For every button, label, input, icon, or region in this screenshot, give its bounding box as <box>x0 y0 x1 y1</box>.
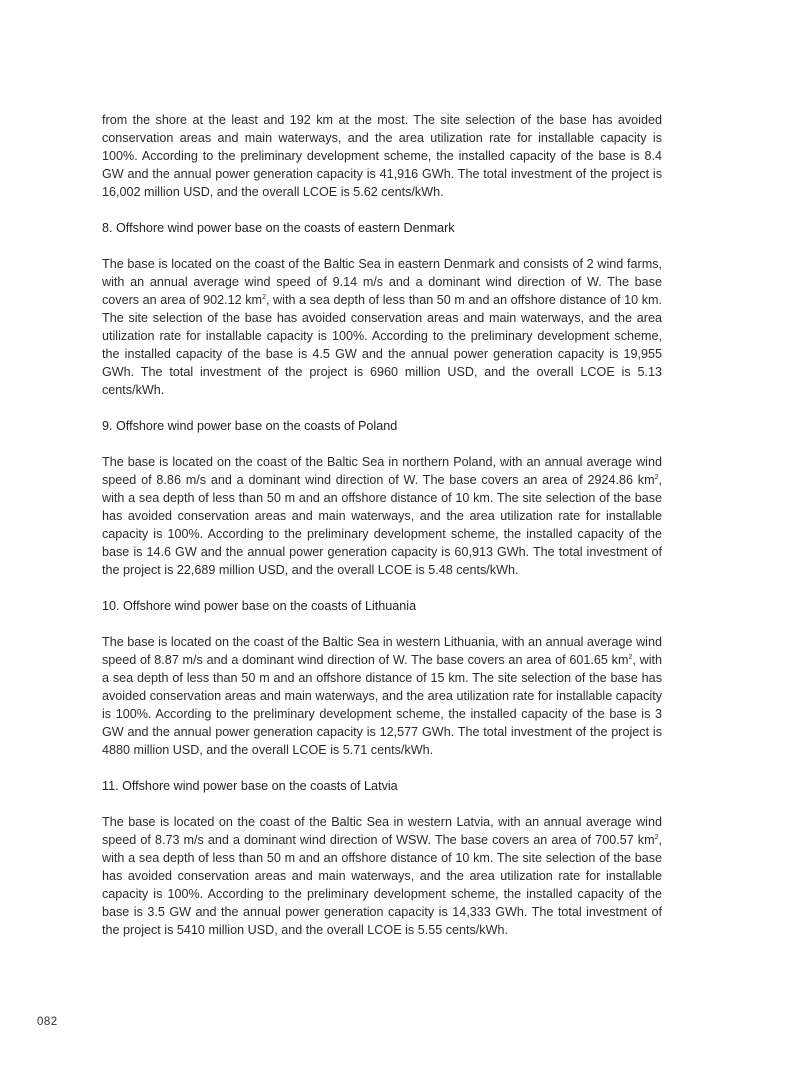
section-paragraph <box>102 453 662 579</box>
section-heading: 10. Offshore wind power base on the coasts of Lithuania <box>102 599 417 613</box>
paragraph-text: , with a sea depth of less than 50 m and an offshore distance of 10 km. The site selection of the base has avoided conservation areas and main waterways, and the area utilization rate for installable capacity is 100%. According to the preliminary development scheme, the installed capacity of the base is 3.5 GW and the annual power generation capacity is 14,333 GWh. The total investment of the project is 5410 million USD, and the overall LCOE is 5.55 cents/kWh. <box>102 833 662 937</box>
section-paragraph <box>102 633 662 759</box>
section-denmark <box>102 219 662 399</box>
paragraph-text: , with a sea depth of less than 50 m and an offshore distance of 15 km. The site selection of the base has avoided conservation areas and main waterways, and the area utilization rate for installable capacity is 100%. According to the preliminary development scheme, the installed capacity of the base is 3 GW and the annual power generation capacity is 12,577 GWh. The total investment of the project is 4880 million USD, and the overall LCOE is 5.71 cents/kWh. <box>102 653 662 757</box>
paragraph-text: The base is located on the coast of the Baltic Sea in western Lithuania, with an annual average wind speed of 8.87 m/s and a dominant wind direction of W. The base covers an area of 601.65 km <box>102 635 662 667</box>
section-lithuania <box>102 597 662 759</box>
section-paragraph <box>102 813 662 939</box>
page-content <box>102 111 662 957</box>
paragraph-text: The base is located on the coast of the Baltic Sea in western Latvia, with an annual average wind speed of 8.73 m/s and a dominant wind direction of WSW. The base covers an area of 700.57 km <box>102 815 662 847</box>
superscript: 2 <box>654 834 659 841</box>
paragraph-text: The base is located on the coast of the Baltic Sea in eastern Denmark and consists of 2 wind farms, with an annual average wind speed of 9.14 m/s and a dominant wind direction of W. The base covers an area of 902.12 km <box>102 257 662 307</box>
paragraph-text: The base is located on the coast of the Baltic Sea in northern Poland, with an annual average wind speed of 8.86 m/s and a dominant wind direction of W. The base covers an area of 2924.86 km <box>102 455 662 487</box>
paragraph-text: , with a sea depth of less than 50 m and an offshore distance of 10 km. The site selection of the base has avoided conservation areas and main waterways, and the area utilization rate for installable capacity is 100%. According to the preliminary development scheme, the installed capacity of the base is 4.5 GW and the annual power generation capacity is 19,955 GWh. The total investment of the project is 6960 million USD, and the overall LCOE is 5.13 cents/kWh. <box>102 293 662 397</box>
superscript: 2 <box>628 654 633 661</box>
section-heading: 9. Offshore wind power base on the coasts of Poland <box>102 419 398 433</box>
section-paragraph <box>102 255 662 399</box>
section-heading: 11. Offshore wind power base on the coasts of Latvia <box>102 779 398 793</box>
superscript: 2 <box>262 294 266 301</box>
paragraph-text: , with a sea depth of less than 50 m and an offshore distance of 10 km. The site selection of the base has avoided conservation areas and main waterways, and the area utilization rate for installable capacity is 100%. According to the preliminary development scheme, the installed capacity of the base is 14.6 GW and the annual power generation capacity is 60,913 GWh. The total investment of the project is 22,689 million USD, and the overall LCOE is 5.48 cents/kWh. <box>102 473 662 577</box>
superscript: 2 <box>654 474 659 481</box>
intro-paragraph: from the shore at the least and 192 km at the most. The site selection of the base has avoided conservation areas and main waterways, and the area utilization rate for installable capacity is 100%. According to the preliminary development scheme, the installed capacity of the base is 8.4 GW and the annual power generation capacity is 41,916 GWh. The total investment of the project is 16,002 million USD, and the overall LCOE is 5.62 cents/kWh. <box>102 113 662 199</box>
section-poland <box>102 417 662 579</box>
section-latvia <box>102 777 662 939</box>
section-heading: 8. Offshore wind power base on the coasts of eastern Denmark <box>102 221 455 235</box>
page-number: 082 <box>37 1016 58 1028</box>
